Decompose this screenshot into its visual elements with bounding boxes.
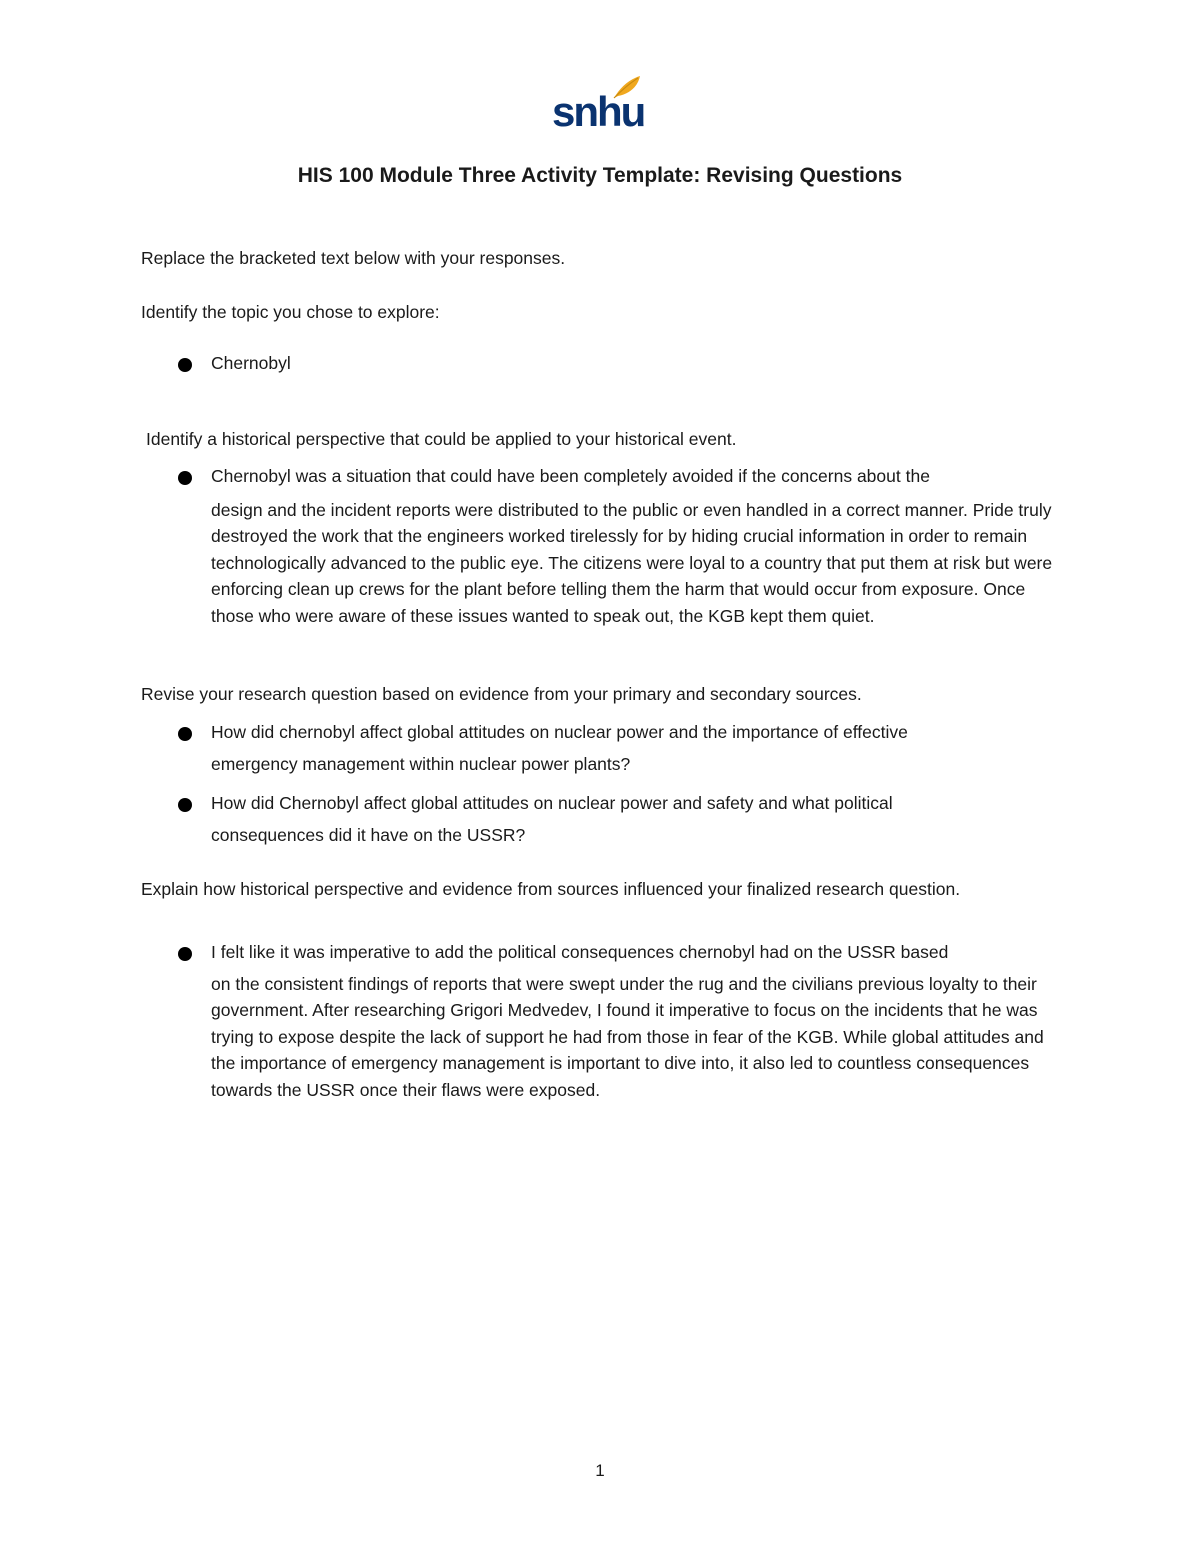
bullet-icon (178, 947, 192, 961)
bullet-icon (178, 471, 192, 485)
snhu-logo (552, 74, 644, 138)
list-item-continuation: consequences did it have on the USSR? (211, 824, 526, 845)
list-item (176, 939, 1056, 1103)
list-item-continuation: emergency management within nuclear power plants? (211, 753, 631, 774)
section-2-prompt: Identify a historical perspective that could be applied to your historical event. (146, 429, 737, 449)
list-item-text: Chernobyl (211, 353, 291, 373)
list-item-continuation: design and the incident reports were distributed to the public or even handled in a correct manner. Pride truly destroyed the work that the engineers worked tirelessly for by hiding crucial information in order to remain technologically advanced to the public eye. The citizens were loyal to a country that put them at risk but were enforcing clean up crews for the plant before telling them the harm that would occur from exposure. Once those who were aware of these issues wanted to speak out, the KGB kept them quiet. (211, 499, 1053, 626)
list-item (176, 719, 1056, 777)
bullet-icon (178, 727, 192, 741)
section-1-prompt: Identify the topic you chose to explore: (141, 302, 440, 322)
list-item-text: I felt like it was imperative to add the political consequences chernobyl had on the USSR based (211, 942, 949, 962)
logo-wordmark: snhu (552, 88, 645, 135)
section-4-list (176, 939, 1056, 1103)
section-1-list (176, 350, 1056, 377)
list-item (176, 790, 1056, 848)
list-item-text: Chernobyl was a situation that could have been completely avoided if the concerns about the (211, 466, 930, 486)
bullet-icon (178, 798, 192, 812)
document-title: HIS 100 Module Three Activity Template: Revising Questions (297, 164, 903, 187)
page-number: 1 (595, 1461, 605, 1480)
list-item-continuation: on the consistent findings of reports that were swept under the rug and the civilians previous loyalty to their government. After researching Grigori Medvedev, I found it imperative to focus on the incidents that he was trying to expose despite the lack of support he had from those in fear of the KGB. While global attitudes and the importance of emergency management is important to dive into, it also led to countless consequences towards the USSR once their flaws were exposed. (211, 973, 1044, 1100)
section-3-list (176, 719, 1056, 848)
list-item-text: How did chernobyl affect global attitudes on nuclear power and the importance of effective (211, 722, 908, 742)
section-3-prompt: Revise your research question based on evidence from your primary and secondary sources. (141, 684, 862, 704)
list-item (176, 463, 1056, 629)
list-item-text: How did Chernobyl affect global attitudes on nuclear power and safety and what political (211, 793, 893, 813)
section-4-prompt: Explain how historical perspective and evidence from sources influenced your finalized research question. (141, 879, 961, 899)
list-item (176, 350, 1056, 377)
bullet-icon (178, 358, 192, 372)
intro-instruction: Replace the bracketed text below with your responses. (141, 248, 566, 268)
section-2-list (176, 463, 1056, 629)
